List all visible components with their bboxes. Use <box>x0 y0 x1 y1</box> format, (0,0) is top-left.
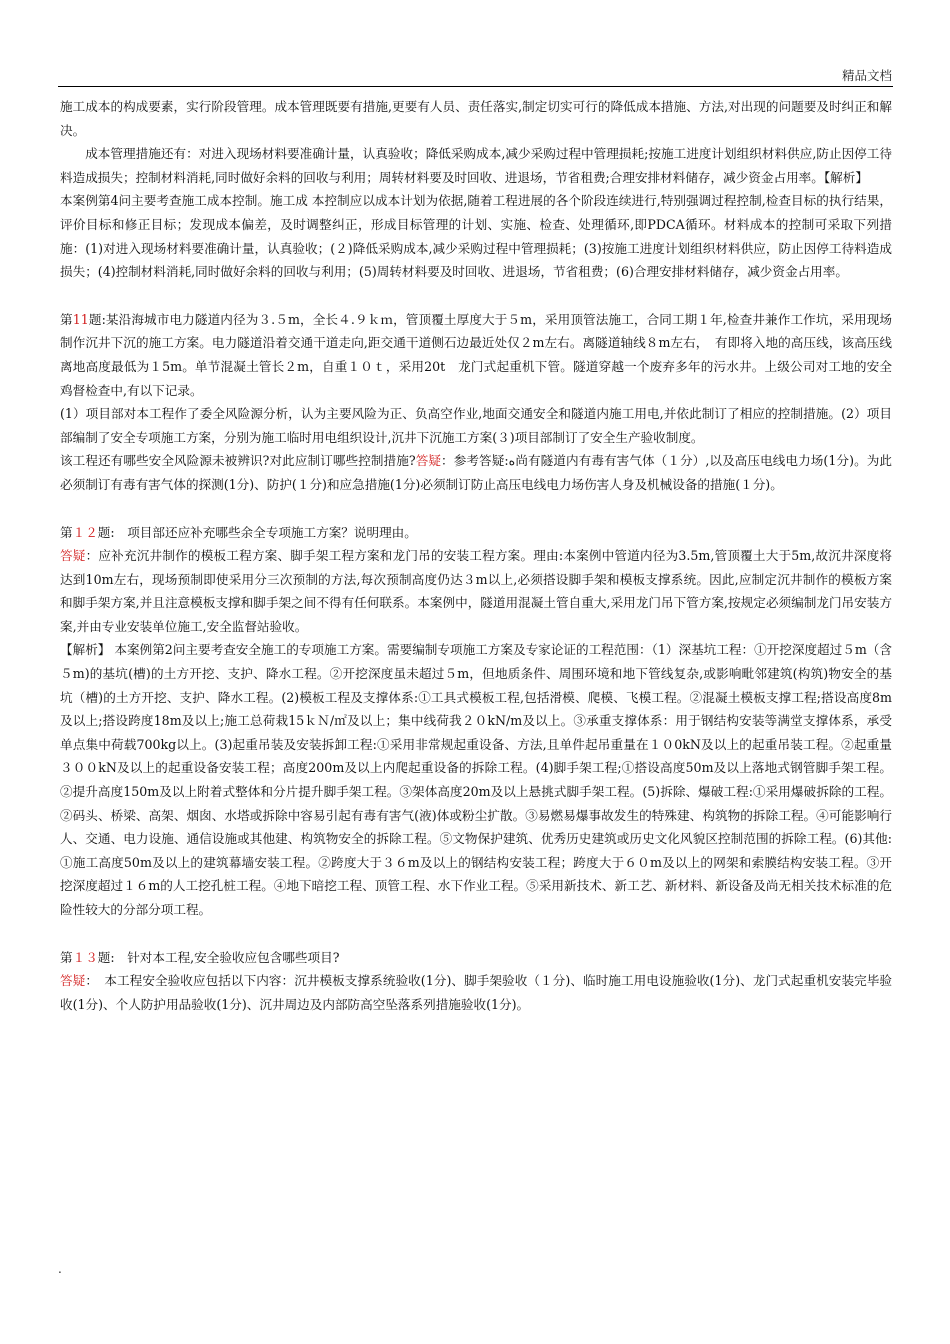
q11-question-answer <box>60 449 892 496</box>
header-rule <box>58 86 893 87</box>
q11-answer-label: 答疑 <box>415 453 442 469</box>
paragraph-cost-analysis: 本案例第4问主要考查施工成本控制。施工成 本控制应以成本计划为依据,随着工程进展的各个阶段连续进行,特别强调过程控制,检查目标的执行结果，评价目标和修正目标；发现成本偏差，及时调整纠正，形成目标管理的计划、实施、检查、处理循环,即PDCA循环。材料成本的控制可采取下列措施：(1)对进入现场材料要准确计量，认真验收；(２)降低采购成本,减少采购过程中管理损耗；(3)按施工进度计划组织材料供应，防止因停工待料造成损失；(4)控制材料消耗,同时做好余料的回收与利用；(5)周转材料要及时回收、进退场，节省租费；(6)合理安排材料储存，减少资金占用率。 <box>60 193 892 280</box>
question-13 <box>60 946 892 970</box>
paragraph-cost-elements: 施工成本的构成要素，实行阶段管理。成本管理既要有措施,更要有人员、责任落实,制定切实可行的降低成本措施、方法,对出现的问题要及时纠正和解决。 <box>60 99 892 138</box>
question-12 <box>60 521 892 545</box>
question-11 <box>60 308 892 402</box>
q12-body: 题: 项目部还应补充哪些余全专项施工方案？说明理由。 <box>97 524 417 540</box>
q12-answer: ：应补充沉井制作的模板工程方案、脚手架工程方案和龙门吊的安装工程方案。理由:本案例中管道内径为3.5m,管顶覆土大于5m,故沉井深度将达到10m左右，现场预制即使采用分三次预制的方法,每次预制高度仍达３m以上,必须搭设脚手架和模板支撑系统。因此,应制定沉井制作的模板方案和脚手架方案,并且注意模板支撑和脚手架之间不得有任何联系。本案例中，隧道用混凝土管自重大,采用龙门吊下管方案,按规定必须编制龙门吊安装方案,并由专业安装单位施工,安全监督站验收。 <box>60 548 892 634</box>
document-body <box>60 95 892 1016</box>
q13-answer: ： 本工程安全验收应包括以下内容：沉井模板支撑系统验收(1分)、脚手架验收（１分)、临时施工用电设施验收(1分)、龙门式起重机安装完毕验收(1分)、个人防护用品验收(1分)、沉井周边及内部防高空坠落系列措施验收(1分)。 <box>60 973 893 1012</box>
q11-body: 题:某沿海城市电力隧道内径为３.５m，全长４.９ｋｍ，管顶覆土厚度大于５m，采用顶管法施工，合同工期１年,检查井兼作工作坑，采用现场制作沉井下沉的施工方案。电力隧道沿着交通干道走向,距交通干道侧石边最近处仅２m左右。离隧道轴线８m左右， 有即将入地的高压线，该高压线离地高度最低为１5m。单节混凝土管长２m，自重１０ｔ，采用20t 龙门式起重机下管。隧道穿越一个废弃多年的污水井。上级公司对工地的安全鸡督检查中,有以下记录。 <box>60 311 893 398</box>
q13-answer-paragraph <box>60 969 892 1016</box>
q12-number: １２ <box>72 524 98 540</box>
q11-number: 11 <box>72 311 89 327</box>
q12-title-prefix: 第 <box>60 524 73 540</box>
page-header-label: 精品文档 <box>841 68 892 83</box>
spacer <box>60 284 892 308</box>
footer-mark: . <box>58 1262 62 1276</box>
q11-answer: ：参考答疑:ه尚有隧道内有毒有害气体（１分）,以及高压电线电力场(1分)。为此必须制订有毒有害气体的探测(1分)、防护(１分)和应急措施(1分)必须制订防止高压电线电力场伤害人身及机械设备的措施(１分)。 <box>60 453 893 492</box>
q12-analysis: 【解析】 本案例第2问主要考查安全施工的专项施工方案。需要编制专项施工方案及专家论证的工程范围：（1）深基坑工程：①开挖深度超过５m（含５m)的基坑(槽)的土方开挖、支护、降水工程。②开挖深度虽未超过５m，但地质条件、周围环境和地下管线复杂,或影响毗邻建筑(构筑)物安全的基坑（槽)的土方开挖、支护、降水工程。(2)模板工程及支撑体系:①工具式模板工程,包括滑模、爬模、飞模工程。②混凝土模板支撑工程;搭设高度8m及以上;搭设跨度18m及以上;施工总荷栽15ｋＮ/㎡及以上；集中线荷我２０kN/m及以上。③承重支撑体系：用于钢结构安装等满堂支撑体系，承受单点集中荷载700kg以上。(3)起重吊装及安装拆卸工程:①采用非常规起重设备、方法,且单件起吊重量在１０0kN及以上的起重吊装工程。②起重量３００kN及以上的起重设备安装工程；高度200m及以上内爬起重设备的拆除工程。(4)脚手架工程;①搭设高度50m及以上落地式钢管脚手架工程。②提升高度150m及以上附着式整体和分片提升脚手架工程。③架体高度20m及以上悬挑式脚手架工程。(5)拆除、爆破工程:①采用爆破拆除的工程。②码头、桥梁、高架、烟囱、水塔或拆除中容易引起有毒有害气(液)体或粉尘扩散。③易燃易爆事故发生的特殊建、构筑物的拆除工程。④可能影响行人、交通、电力设施、通信设施或其他建、构筑物安全的拆除工程。⑤文物保护建筑、优秀历史建筑或历史文化风貌区控制范围的拆除工程。(6)其他:①施工高度50m及以上的建筑幕墙安装工程。②跨度大于３６m及以上的钢结构安装工程；跨度大于６０m及以上的网架和索膜结构安装工程。③开挖深度超过１６m的人工挖孔桩工程。④地下暗挖工程、顶管工程、水下作业工程。⑤采用新技术、新工艺、新材料、新设备及尚无相关技术标准的危险性较大的分部分项工程。 <box>60 642 892 917</box>
spacer <box>60 497 892 521</box>
q12-answer-paragraph <box>60 544 892 638</box>
q11-item-list: (1）项目部对本工程作了委全风险源分析，认为主要风险为正、负高空作业,地面交通安全和隧道内施工用电,并依此制订了相应的控制措施。(2）项目部编制了安全专项施工方案，分别为施工临时用电组织设计,沉井下沉施工方案(３)项目部制订了安全生产验收制度。 <box>60 406 892 445</box>
q11-question: 该工程还有哪些安全风险源未被辨识?对此应制订哪些控制措施? <box>60 453 416 469</box>
q12-answer-label: 答疑 <box>60 548 86 564</box>
spacer <box>60 922 892 946</box>
q11-title-prefix: 第 <box>60 311 73 327</box>
q13-answer-label: 答疑 <box>60 973 86 989</box>
q13-title-prefix: 第 <box>60 949 73 965</box>
q13-body: 题: 针对本工程,安全验收应包含哪些项目? <box>97 949 340 965</box>
q13-number: １３ <box>72 949 98 965</box>
paragraph-cost-measures: 成本管理措施还有：对进入现场材料要准确计量，认真验收；降低采购成本,减少采购过程中管理损耗;按施工进度计划组织材料供应,防止因停工待料造成损失；控制材料消耗,同时做好余料的回收与利用；周转材料要及时回收、进退场，节省租费;合理安排材料储存，减少资金占用率。【解析】 <box>60 146 892 185</box>
